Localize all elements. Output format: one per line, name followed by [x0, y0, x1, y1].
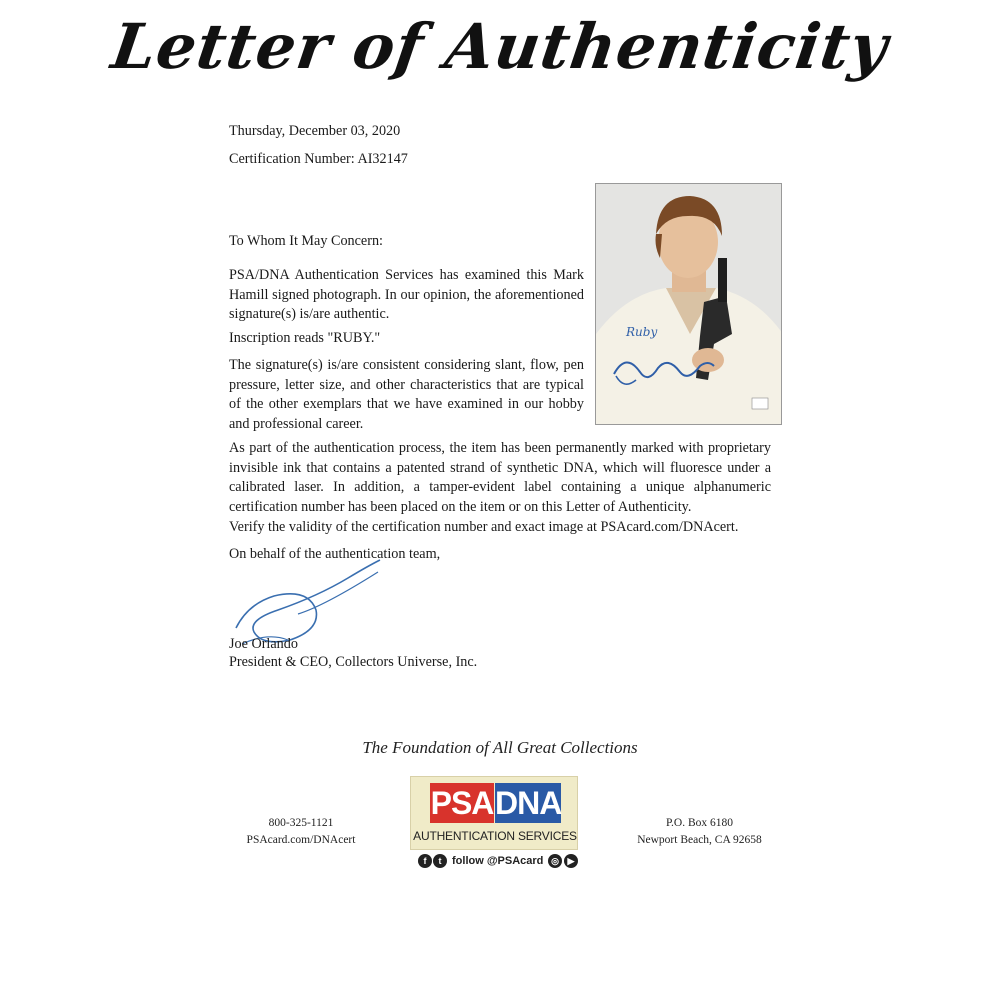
phone-number: 800-325-1121	[268, 817, 334, 829]
paragraph-consistency: The signature(s) is/are consistent considering slant, flow, pen pressure, letter size, and other characteristics that are typical of the other exemplars that we have examined in our hobby and professional career.	[229, 357, 584, 432]
logo-subtitle: AUTHENTICATION SERVICES	[413, 829, 577, 843]
website: PSAcard.com/DNAcert	[246, 834, 356, 846]
paragraph-process: As part of the authentication process, the item has been permanently marked with proprietary invisible ink that contains a patented strand of synthetic DNA, which will fluoresce under a calibrated laser. In addition, a tamper-evident label containing a unique alphanumeric certification number has been placed on the item or on this Letter of Authenticity.	[229, 440, 771, 515]
salutation: To Whom It May Concern:	[229, 233, 383, 249]
social-handle: follow @PSAcard	[452, 855, 544, 867]
signed-photograph	[595, 183, 782, 425]
youtube-icon[interactable]: ▶	[564, 854, 578, 868]
address-line-2: Newport Beach, CA 92658	[637, 834, 762, 846]
psa-dna-logo	[410, 776, 578, 850]
address-line-1: P.O. Box 6180	[665, 817, 734, 829]
certification-number: Certification Number: AI32147	[229, 151, 408, 167]
facebook-icon[interactable]: f	[418, 854, 432, 868]
paragraph-inscription: Inscription reads "RUBY."	[229, 330, 381, 346]
signer-title: President & CEO, Collectors Universe, Inc.	[229, 654, 478, 670]
footer-motto: The Foundation of All Great Collections	[362, 738, 638, 757]
twitter-icon[interactable]: t	[433, 854, 447, 868]
logo-dna: DNA	[495, 785, 562, 821]
paragraph-behalf: On behalf of the authentication team,	[229, 546, 441, 562]
contact-left	[241, 815, 361, 849]
contact-right	[632, 815, 767, 849]
signer-name: Joe Orlando	[229, 636, 298, 652]
letter-title: Letter of Authenticity	[107, 10, 893, 83]
letter-date: Thursday, December 03, 2020	[229, 123, 401, 139]
social-bar	[418, 854, 578, 870]
photo-inscription: Ruby	[626, 325, 658, 339]
logo-psa: PSA	[430, 785, 494, 821]
paragraph-examined: PSA/DNA Authentication Services has examined this Mark Hamill signed photograph. In our opinion, the aforementioned signature(s) is/are authentic.	[229, 267, 584, 322]
photograph-image	[596, 184, 782, 425]
instagram-icon[interactable]: ◎	[548, 854, 562, 868]
paragraph-verify: Verify the validity of the certification number and exact image at PSAcard.com/DNAcert.	[229, 519, 739, 535]
